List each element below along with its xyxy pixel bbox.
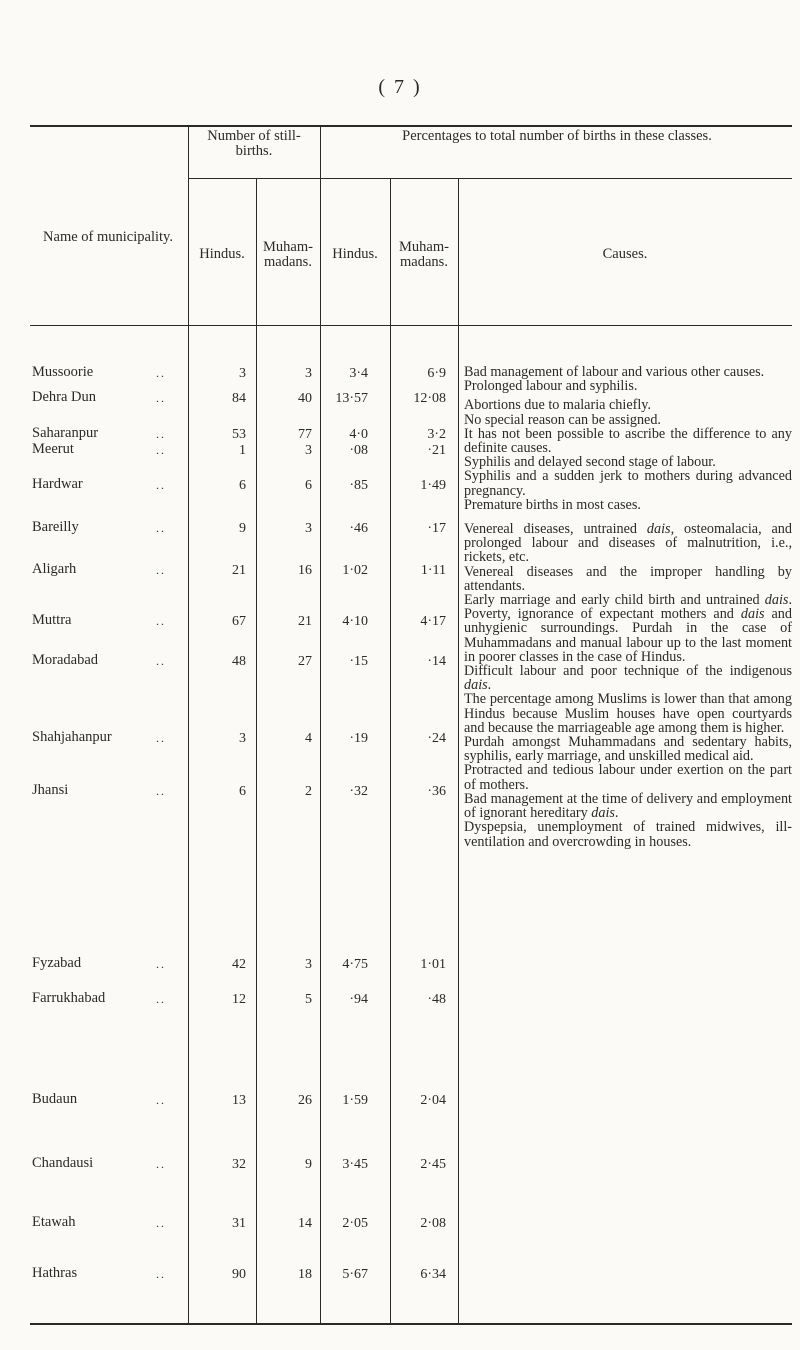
- stillbirths-hindus: 13: [232, 1093, 246, 1108]
- percent-muhammadans: ·14: [427, 654, 446, 669]
- cause-text: It has not been possible to ascribe the difference to any definite causes.: [464, 425, 792, 457]
- header-stillbirths-muhammadans: Muham-madans.: [263, 239, 313, 270]
- bottom-rule: [30, 1323, 792, 1325]
- percent-muhammadans: 2·08: [420, 1216, 446, 1231]
- municipality-name: Etawah: [32, 1214, 76, 1230]
- cause-text: Early marriage and early child birth and untrained dais. Poverty, ignorance of expectant mothers and dais and unhygienic surroundings. Purdah in the case of Muhammadans and manual labour up to the last moment in poorer classes in the case of Hindus.: [464, 592, 792, 665]
- header-percent-hindus: Hindus.: [332, 246, 378, 262]
- percent-hindus: 1·59: [342, 1093, 368, 1108]
- leader-dots: ..: [156, 957, 166, 971]
- percent-hindus: 4·75: [342, 957, 368, 972]
- cause-text: Bad management at the time of delivery and employment of ignorant hereditary dais.: [464, 790, 792, 822]
- percent-muhammadans: 1·11: [420, 563, 446, 578]
- leader-dots: ..: [156, 427, 166, 441]
- municipality-name: Bareilly: [32, 519, 79, 535]
- percent-muhammadans: 1·01: [420, 957, 446, 972]
- leader-dots: ..: [156, 1216, 166, 1230]
- cause-text: Protracted and tedious labour under exertion on the part of mothers.: [464, 762, 792, 793]
- percent-hindus: ·19: [349, 731, 368, 746]
- cause-text: Venereal diseases and the improper handling by attendants.: [464, 563, 792, 594]
- header-stillbirths-hindus: Hindus.: [199, 246, 245, 262]
- municipality-name: Dehra Dun: [32, 389, 97, 405]
- cause-text: The percentage among Muslims is lower than that among Hindus because Muslim houses have open courtyards and because the marriageable age among them is higher.: [464, 691, 792, 736]
- stillbirths-muhammadans: 3: [305, 443, 312, 458]
- stillbirths-hindus: 53: [232, 427, 246, 442]
- municipality-name: Moradabad: [32, 652, 99, 668]
- header-bottom-rule: [30, 325, 792, 326]
- stillbirths-muhammadans: 6: [305, 478, 312, 493]
- leader-dots: ..: [156, 521, 166, 535]
- percent-muhammadans: 2·04: [420, 1093, 446, 1108]
- percent-hindus: 3·4: [349, 366, 368, 381]
- stillbirths-hindus: 12: [232, 992, 246, 1007]
- leader-dots: ..: [156, 731, 166, 745]
- municipality-name: Shahjahanpur: [32, 729, 112, 745]
- stillbirths-hindus: 6: [239, 478, 246, 493]
- causes-column: [464, 365, 792, 849]
- column-divider: [256, 178, 257, 1323]
- column-divider: [320, 125, 321, 1323]
- percent-muhammadans: 1·49: [420, 478, 446, 493]
- percent-muhammadans: ·21: [427, 443, 446, 458]
- column-divider: [188, 125, 189, 1323]
- stillbirths-hindus: 48: [232, 654, 246, 669]
- stillbirths-muhammadans: 27: [298, 654, 312, 669]
- percent-hindus: 4·0: [349, 427, 368, 442]
- stillbirths-muhammadans: 26: [298, 1093, 312, 1108]
- percent-hindus: ·85: [349, 478, 368, 493]
- stillbirths-hindus: 90: [232, 1267, 246, 1282]
- stillbirths-hindus: 1: [239, 443, 246, 458]
- header-causes: Causes.: [602, 246, 648, 262]
- percent-muhammadans: ·17: [427, 521, 446, 536]
- percent-muhammadans: 12·08: [413, 391, 446, 406]
- stillbirths-muhammadans: 14: [298, 1216, 312, 1231]
- percent-hindus: ·46: [349, 521, 368, 536]
- percent-muhammadans: 4·17: [420, 614, 446, 629]
- leader-dots: ..: [156, 443, 166, 457]
- header-stillbirths: Number of still-births.: [207, 128, 301, 159]
- cause-text: Difficult labour and poor technique of the indigenous dais.: [464, 663, 792, 694]
- leader-dots: ..: [156, 1267, 166, 1281]
- municipality-name: Fyzabad: [32, 955, 82, 971]
- percent-muhammadans: ·48: [427, 992, 446, 1007]
- percent-muhammadans: 6·9: [427, 366, 446, 381]
- stillbirths-muhammadans: 3: [305, 521, 312, 536]
- stillbirths-hindus: 9: [239, 521, 246, 536]
- stillbirths-muhammadans: 5: [305, 992, 312, 1007]
- leader-dots: ..: [156, 563, 166, 577]
- municipality-name: Chandausi: [32, 1155, 94, 1171]
- percent-muhammadans: 3·2: [427, 427, 446, 442]
- leader-dots: ..: [156, 478, 166, 492]
- stillbirths-muhammadans: 16: [298, 563, 312, 578]
- stillbirths-hindus: 84: [232, 391, 246, 406]
- percent-hindus: ·08: [349, 443, 368, 458]
- leader-dots: ..: [156, 1093, 166, 1107]
- leader-dots: ..: [156, 784, 166, 798]
- cause-text: Abortions due to malaria chiefly.: [464, 397, 652, 414]
- municipality-name: Mussoorie: [32, 364, 94, 380]
- stillbirths-muhammadans: 18: [298, 1267, 312, 1282]
- column-divider: [390, 178, 391, 1323]
- stillbirths-muhammadans: 9: [305, 1157, 312, 1172]
- percent-hindus: ·15: [349, 654, 368, 669]
- stillbirths-hindus: 32: [232, 1157, 246, 1172]
- percent-muhammadans: 6·34: [420, 1267, 446, 1282]
- percent-hindus: 13·57: [335, 391, 368, 406]
- municipality-name: Farrukhabad: [32, 990, 106, 1006]
- municipality-name: Hathras: [32, 1265, 78, 1281]
- leader-dots: ..: [156, 366, 166, 380]
- percent-hindus: 5·67: [342, 1267, 368, 1282]
- stillbirths-hindus: 21: [232, 563, 246, 578]
- header-percentages: Percentages to total number of births in these classes.: [402, 128, 712, 144]
- cause-text: Syphilis and delayed second stage of labour.: [464, 454, 716, 471]
- cause-text: Dyspepsia, unemployment of trained midwives, ill-ventilation and overcrowding in houses.: [464, 819, 792, 850]
- cause-text: Venereal diseases, untrained dais, osteomalacia, and prolonged labour and diseases of malnutrition, i.e., rickets, etc.: [464, 521, 792, 566]
- municipality-name: Jhansi: [32, 782, 69, 798]
- percent-hindus: 2·05: [342, 1216, 368, 1231]
- cause-text: Premature births in most cases.: [464, 496, 641, 513]
- stillbirths-muhammadans: 3: [305, 366, 312, 381]
- stillbirths-hindus: 67: [232, 614, 246, 629]
- cause-text: Prolonged labour and syphilis.: [464, 378, 638, 395]
- percent-muhammadans: ·36: [427, 784, 446, 799]
- stillbirths-muhammadans: 2: [305, 784, 312, 799]
- leader-dots: ..: [156, 654, 166, 668]
- cause-text: Syphilis and a sudden jerk to mothers during advanced pregnancy.: [464, 468, 792, 499]
- stillbirths-muhammadans: 21: [298, 614, 312, 629]
- cause-text: No special reason can be assigned.: [464, 411, 661, 428]
- header-percent-muhammadans: Muham-madans.: [399, 239, 449, 270]
- percent-hindus: 3·45: [342, 1157, 368, 1172]
- cause-text: Purdah amongst Muhammadans and sedentary habits, syphilis, early marriage, and unskilled medical aid.: [464, 734, 792, 765]
- stillbirths-muhammadans: 4: [305, 731, 312, 746]
- stillbirths-hindus: 3: [239, 366, 246, 381]
- municipality-name: Hardwar: [32, 476, 83, 492]
- stillbirths-muhammadans: 3: [305, 957, 312, 972]
- percent-hindus: ·32: [349, 784, 368, 799]
- municipality-name: Budaun: [32, 1091, 78, 1107]
- municipality-name: Aligarh: [32, 561, 77, 577]
- municipality-name: Saharanpur: [32, 425, 99, 441]
- percent-muhammadans: ·24: [427, 731, 446, 746]
- leader-dots: ..: [156, 992, 166, 1006]
- stillbirths-muhammadans: 77: [298, 427, 312, 442]
- stillbirths-muhammadans: 40: [298, 391, 312, 406]
- percent-hindus: 1·02: [342, 563, 368, 578]
- municipality-name: Meerut: [32, 441, 74, 457]
- percent-hindus: ·94: [349, 992, 368, 1007]
- percent-hindus: 4·10: [342, 614, 368, 629]
- leader-dots: ..: [156, 614, 166, 628]
- stillbirths-hindus: 6: [239, 784, 246, 799]
- municipality-name: Muttra: [32, 612, 72, 628]
- header-subdivision-rule: [188, 178, 792, 179]
- leader-dots: ..: [156, 1157, 166, 1171]
- percent-muhammadans: 2·45: [420, 1157, 446, 1172]
- stillbirths-hindus: 3: [239, 731, 246, 746]
- stillbirths-hindus: 42: [232, 957, 246, 972]
- top-rule: [30, 125, 792, 127]
- column-divider: [458, 178, 459, 1323]
- cause-text: Bad management of labour and various other causes.: [464, 364, 765, 380]
- header-name: Name of municipality.: [43, 229, 173, 245]
- page-number: ( 7 ): [378, 76, 422, 98]
- stillbirths-hindus: 31: [232, 1216, 246, 1231]
- leader-dots: ..: [156, 391, 166, 405]
